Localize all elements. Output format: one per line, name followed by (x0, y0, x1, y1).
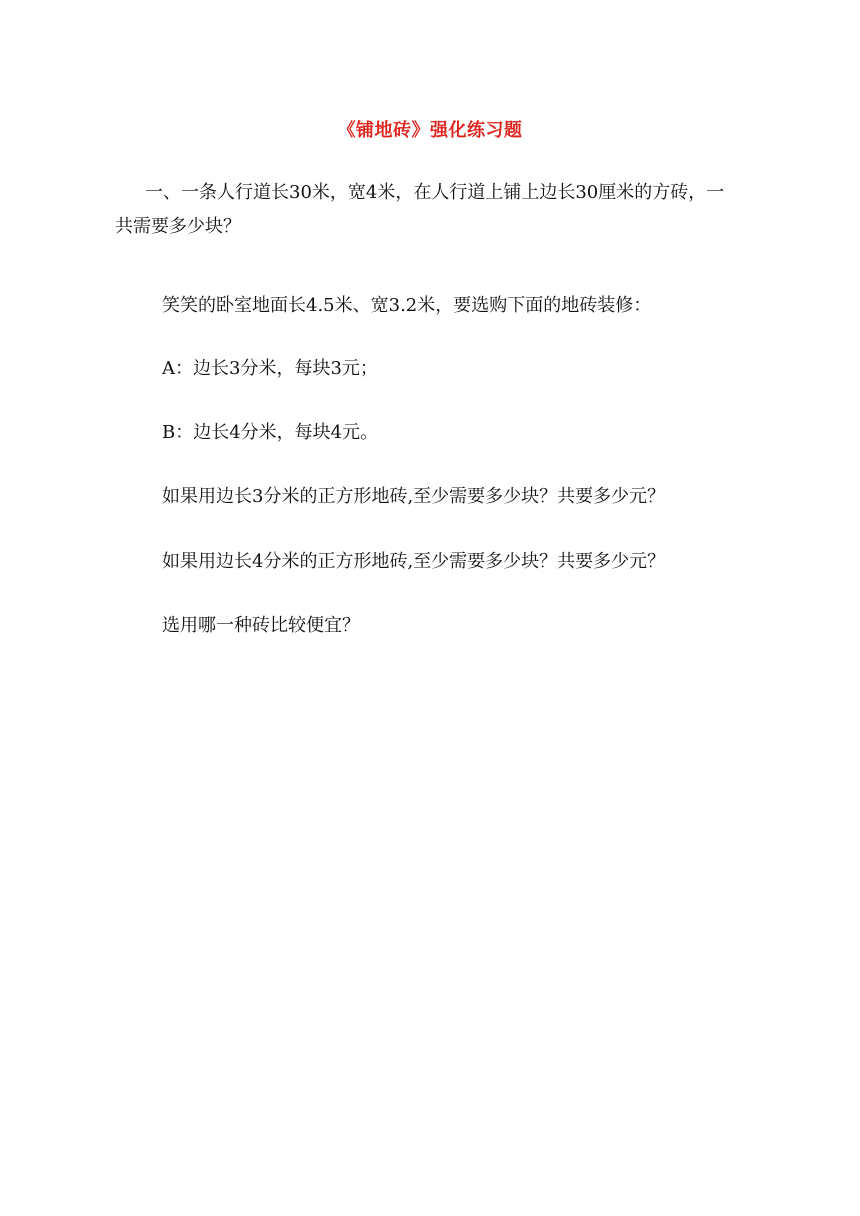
question-1-text: 一、一条人行道长30米，宽4米，在人行道上铺上边长30厘米的方砖，一共需要多少块？ (115, 182, 725, 237)
question-1 (115, 176, 735, 244)
option-a: A：边长3分米，每块3元； (162, 358, 378, 379)
question-2-ask-b: 如果用边长4分米的正方形地砖,至少需要多少块？共要多少元？ (162, 551, 666, 572)
option-b: B：边长4分米，每块4元。 (162, 422, 379, 443)
document-title: 《铺地砖》强化练习题 (337, 120, 523, 141)
question-2-ask-a: 如果用边长3分米的正方形地砖,至少需要多少块？共要多少元？ (162, 486, 666, 507)
question-2-ask-compare: 选用哪一种砖比较便宜？ (162, 615, 360, 636)
question-2-intro: 笑笑的卧室地面长4.5米、宽3.2米，要选购下面的地砖装修： (162, 295, 652, 316)
